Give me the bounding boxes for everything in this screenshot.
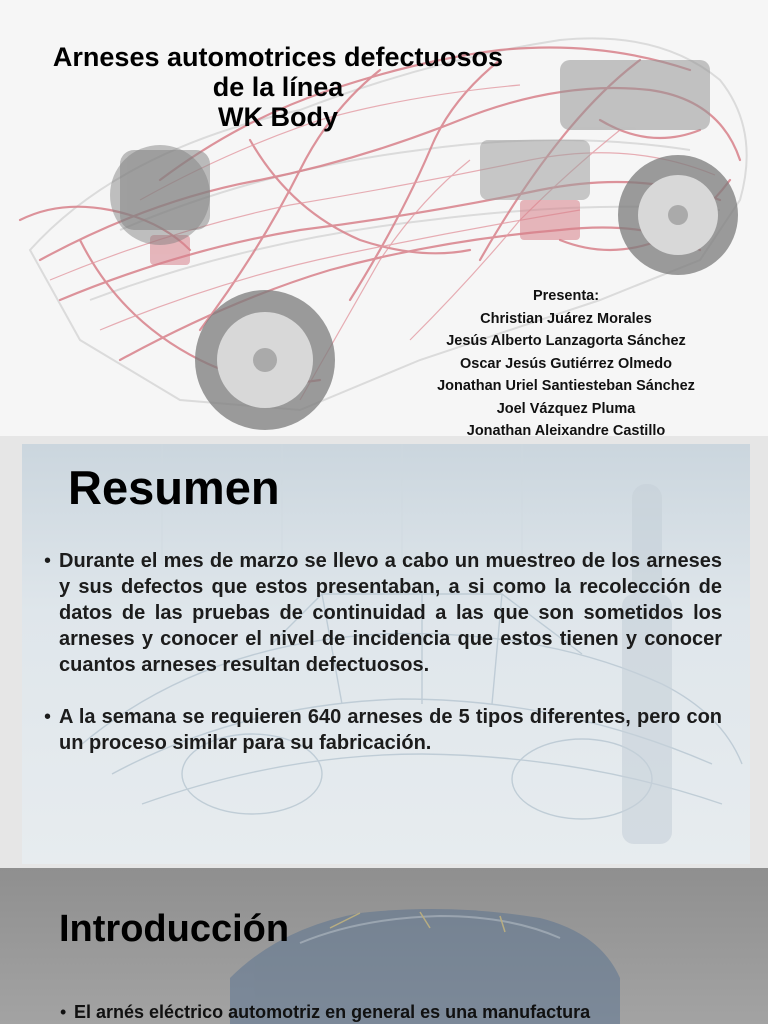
introduction-bullet: • El arnés eléctrico automotriz en general es una manufactura bbox=[60, 1000, 720, 1024]
summary-bullets bbox=[44, 548, 722, 756]
title-slide bbox=[0, 0, 768, 436]
presenter-name: Jonathan Uriel Santiesteban Sánchez bbox=[437, 378, 695, 394]
presenter-name: Christian Juárez Morales bbox=[480, 310, 652, 327]
summary-title: Resumen bbox=[68, 461, 280, 514]
summary-bullet: • Durante el mes de marzo se llevo a cabo un muestreo de los arneses y sus defectos que estos presentaban, a si como la recolección de datos de las pruebas de continuidad a las que son sometidos los arneses y conocer el nivel de incidencia que estos tienen y conocer cuantos arneses resultan defectuosos. bbox=[44, 548, 722, 678]
presenters-heading: Presenta: bbox=[532, 288, 600, 304]
summary-bullet: • A la semana se requieren 640 arneses de 5 tipos diferentes, pero con un proceso similar para su fabricación. bbox=[44, 704, 722, 756]
presenters-list bbox=[406, 285, 726, 436]
presentation-title bbox=[0, 42, 556, 132]
summary-slide bbox=[0, 436, 768, 868]
presenter-name: Joel Vázquez Pluma bbox=[496, 400, 636, 417]
introduction-slide bbox=[0, 868, 768, 1024]
introduction-bullets bbox=[60, 1000, 720, 1024]
introduction-title: Introducción bbox=[59, 908, 290, 950]
presenter-name: Jonathan Aleixandre Castillo bbox=[466, 423, 666, 436]
presenter-name: Jesús Alberto Lanzagorta Sánchez bbox=[446, 333, 686, 349]
title-line: WK Body bbox=[218, 102, 338, 132]
title-line: de la línea bbox=[212, 72, 344, 102]
title-line: Arneses automotrices defectuosos bbox=[52, 42, 504, 72]
presenter-name: Oscar Jesús Gutiérrez Olmedo bbox=[460, 355, 672, 372]
